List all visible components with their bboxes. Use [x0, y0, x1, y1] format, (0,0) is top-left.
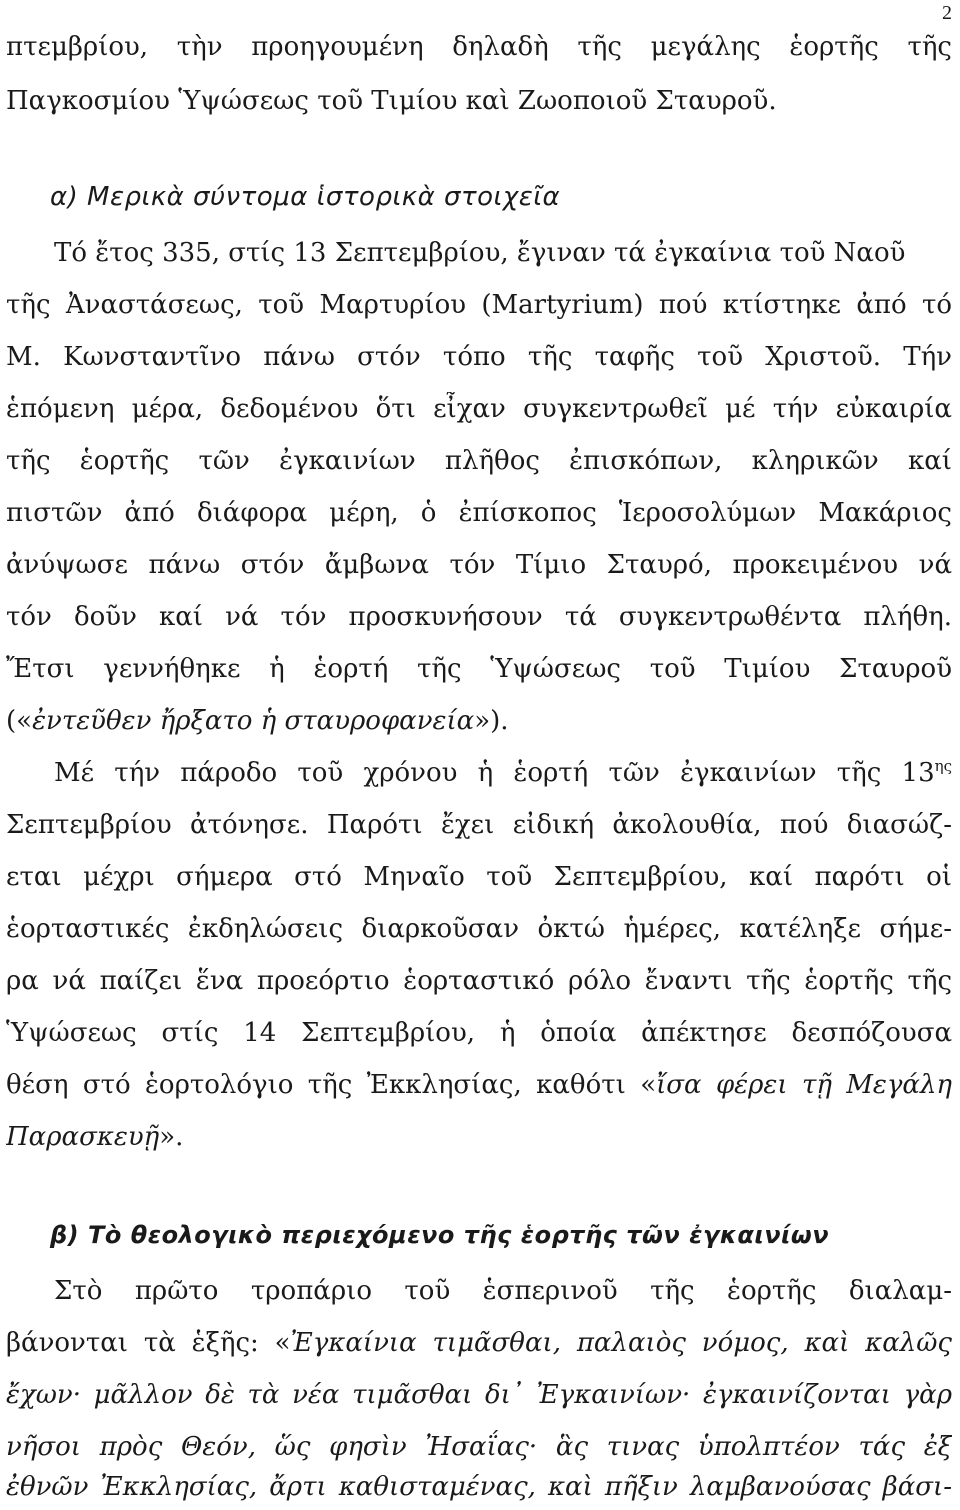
text-line: τόν δοῦν καί νά τόν προσκυνήσουν τά συγκεντρωθέντα πλήθη. [6, 602, 952, 632]
text-line: Σεπτεμβρίου ἀτόνησε. Παρότι ἔχει εἰδική ἀκολουθία, πού διασώζ- [6, 810, 952, 840]
text-line: εται μέχρι σήμερα στό Μηναῖο τοῦ Σεπτεμβρίου, καί παρότι οἱ [6, 862, 952, 892]
text-line [6, 1068, 952, 1108]
text-line: ρα νά παίζει ἕνα προεόρτιο ἑορταστικό ρόλο ἔναντι τῆς ἑορτῆς τῆς [6, 966, 952, 996]
text-line: Ὑψώσεως στίς 14 Σεπτεμβρίου, ἡ ὁποία ἀπέκτησε δεσπόζουσα [6, 1018, 952, 1048]
text-line: ἀνύψωσε πάνω στόν ἄμβωνα τόν Τίμιο Σταυρό, προκειμένου νά [6, 550, 952, 580]
text-line: Παγκοσμίου Ὑψώσεως τοῦ Τιμίου καὶ Ζωοποιοῦ Σταυροῦ. [6, 86, 777, 116]
ordinal-superscript: ης [934, 757, 952, 775]
text-line [6, 1326, 952, 1366]
quote-text: Παρασκευῇ [6, 1122, 160, 1152]
text-line [6, 1120, 952, 1160]
page-number: 2 [942, 2, 952, 24]
text-line: ἔχων· μᾶλλον δὲ τὰ νέα τιμᾶσθαι δι᾽ Ἐγκαινίων· ἐγκαινίζονται γὰρ [6, 1380, 952, 1410]
text-line: Ἔτσι γεννήθηκε ἡ ἑορτή τῆς Ὑψώσεως τοῦ Τιμίου Σταυροῦ [6, 654, 952, 684]
text-segment: θέση στό ἑορτολόγιο τῆς Ἐκκλησίας, καθότι « [6, 1070, 657, 1100]
quote-text: ἐντεῦθεν ἤρξατο ἡ σταυροφανεία [32, 706, 475, 736]
text-line: Στὸ πρῶτο τροπάριο τοῦ ἑσπερινοῦ τῆς ἑορτῆς διαλαμ- [54, 1276, 952, 1306]
text-line: ἑορταστικές ἐκδηλώσεις διαρκοῦσαν ὀκτώ ἡμέρες, κατέληξε σήμε- [6, 914, 952, 944]
quote-close: ». [159, 1122, 184, 1152]
text-line: πτεμβρίου, τὴν προηγουμένη δηλαδὴ τῆς μεγάλης ἑορτῆς τῆς [6, 32, 952, 62]
quote-text: Ἐγκαίνια τιμᾶσθαι, παλαιὸς νόμος, καὶ καλῶς [290, 1328, 952, 1358]
text-line: τῆς ἑορτῆς τῶν ἐγκαινίων πλῆθος ἐπισκόπων, κληρικῶν καί [6, 446, 952, 476]
text-line: τῆς Ἀναστάσεως, τοῦ Μαρτυρίου (Martyrium) πού κτίστηκε ἀπό τό [6, 290, 952, 320]
quote-text: ἴσα φέρει τῇ Μεγάλη [656, 1070, 952, 1100]
quote-open: (« [6, 706, 33, 736]
text-line: πιστῶν ἀπό διάφορα μέρη, ὁ ἐπίσκοπος Ἱεροσολύμων Μακάριος [6, 498, 952, 528]
text-line: ἐθνῶν Ἐκκλησίας, ἄρτι καθισταμένας, καὶ πῆξιν λαμβανούσας βάσι- [6, 1472, 952, 1502]
text-line: ἑπόμενη μέρα, δεδομένου ὅτι εἶχαν συγκεντρωθεῖ μέ τήν εὐκαιρία [6, 394, 952, 424]
text-line [6, 704, 952, 744]
text-line: Τό ἔτος 335, στίς 13 Σεπτεμβρίου, ἔγιναν τά ἐγκαίνια τοῦ Ναοῦ [54, 238, 906, 268]
text-line: Μ. Κωνσταντῖνο πάνω στόν τόπο τῆς ταφῆς τοῦ Χριστοῦ. Τήν [6, 342, 952, 372]
text-line [6, 756, 952, 796]
text-line: νῆσοι πρὸς Θεόν, ὥς φησὶν Ἠσαΐας· ἃς τινας ὑπολπτέον τάς ἐξ [6, 1432, 952, 1462]
section-heading-a: α) Μερικὰ σύντομα ἱστορικὰ στοιχεῖα [50, 182, 561, 212]
section-heading-b: β) Τὸ θεολογικὸ περιεχόμενο τῆς ἑορτῆς τῶν ἐγκαινίων [50, 1221, 830, 1249]
quote-close: »). [474, 706, 509, 736]
text-segment: βάνονται τὰ ἑξῆς: « [6, 1328, 291, 1358]
text-segment: Μέ τήν πάροδο τοῦ χρόνου ἡ ἑορτή τῶν ἐγκαινίων τῆς 13 [54, 758, 935, 788]
